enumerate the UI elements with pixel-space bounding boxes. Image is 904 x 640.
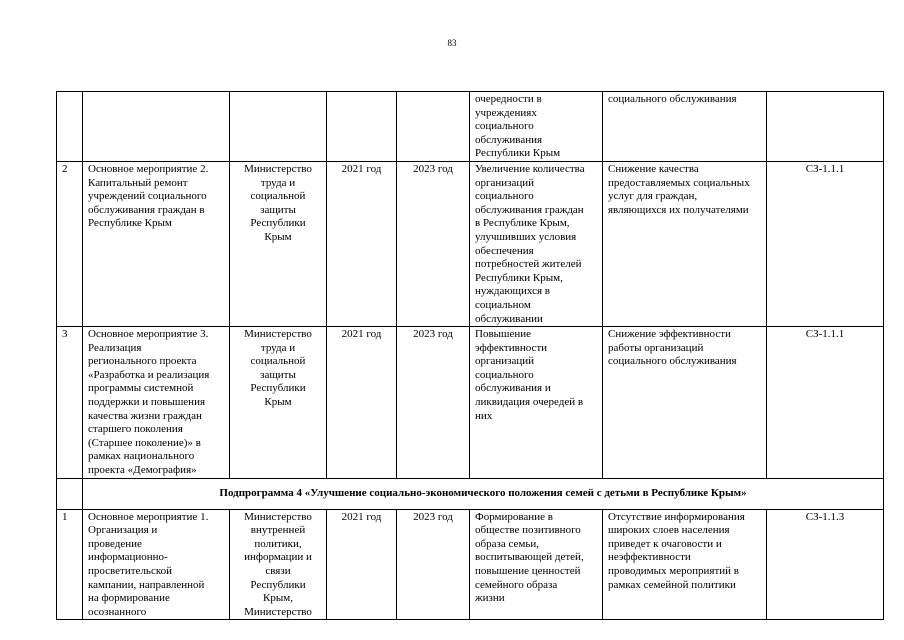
event-cell <box>83 92 230 162</box>
row-number-cell: 2 <box>57 161 83 326</box>
row-number-cell: 1 <box>57 509 83 620</box>
event-cell: Основное мероприятие 1. Организация и проведение информационно- просветительской кампании, направленной на формирование осознанного <box>83 509 230 620</box>
executor-cell: Министерство внутренней политики, информации и связи Республики Крым, Министерство <box>230 509 327 620</box>
result-cell: очередности в учреждениях социального обслуживания Республики Крым <box>470 92 603 162</box>
subprogram-empty-cell <box>57 478 83 509</box>
table-row <box>57 161 884 326</box>
event-cell: Основное мероприятие 3. Реализация регионального проекта «Разработка и реализация программы системной поддержки и повышения качества жизни граждан старшего поколения (Старшее поколение)» в рамках национального проекта «Демография» <box>83 327 230 479</box>
page-number: 83 <box>447 38 457 48</box>
result-cell: Увеличение количества организаций социального обслуживания граждан в Республике Крым, улучшивших условия обеспечения потребностей жителей Республики Крым, нуждающихся в социальном обслуживании <box>470 161 603 326</box>
result-cell: Формирование в обществе позитивного образа семьи, воспитывающей детей, повышение ценностей семейного образа жизни <box>470 509 603 620</box>
consequence-cell: Снижение качества предоставляемых социальных услуг для граждан, являющихся их получателями <box>603 161 767 326</box>
start-year-cell: 2021 год <box>327 327 397 479</box>
result-cell: Повышение эффективности организаций социального обслуживания и ликвидация очередей в них <box>470 327 603 479</box>
start-year-cell: 2021 год <box>327 161 397 326</box>
consequence-cell: Отсутствие информирования широких слоев населения приведет к очаговости и неэффективности проводимых мероприятий в рамках семейной политики <box>603 509 767 620</box>
end-year-cell: 2023 год <box>397 327 470 479</box>
consequence-cell: Снижение эффективности работы организаций социального обслуживания <box>603 327 767 479</box>
subprogram-title: Подпрограмма 4 «Улучшение социально-экономического положения семей с детьми в Республике Крым» <box>83 478 884 509</box>
consequence-cell: социального обслуживания <box>603 92 767 162</box>
start-year-cell: 2021 год <box>327 509 397 620</box>
table-row <box>57 509 884 620</box>
indicator-cell: СЗ-1.1.1 <box>767 161 884 326</box>
table-row <box>57 327 884 479</box>
measures-table <box>56 91 884 620</box>
subprogram-row <box>57 478 884 509</box>
end-year-cell <box>397 92 470 162</box>
start-year-cell <box>327 92 397 162</box>
end-year-cell: 2023 год <box>397 161 470 326</box>
end-year-cell: 2023 год <box>397 509 470 620</box>
executor-cell: Министерство труда и социальной защиты Республики Крым <box>230 327 327 479</box>
table-row <box>57 92 884 162</box>
executor-cell <box>230 92 327 162</box>
indicator-cell <box>767 92 884 162</box>
event-cell: Основное мероприятие 2. Капитальный ремонт учреждений социального обслуживания граждан в Республике Крым <box>83 161 230 326</box>
indicator-cell: СЗ-1.1.3 <box>767 509 884 620</box>
indicator-cell: СЗ-1.1.1 <box>767 327 884 479</box>
row-number-cell <box>57 92 83 162</box>
executor-cell: Министерство труда и социальной защиты Республики Крым <box>230 161 327 326</box>
row-number-cell: 3 <box>57 327 83 479</box>
